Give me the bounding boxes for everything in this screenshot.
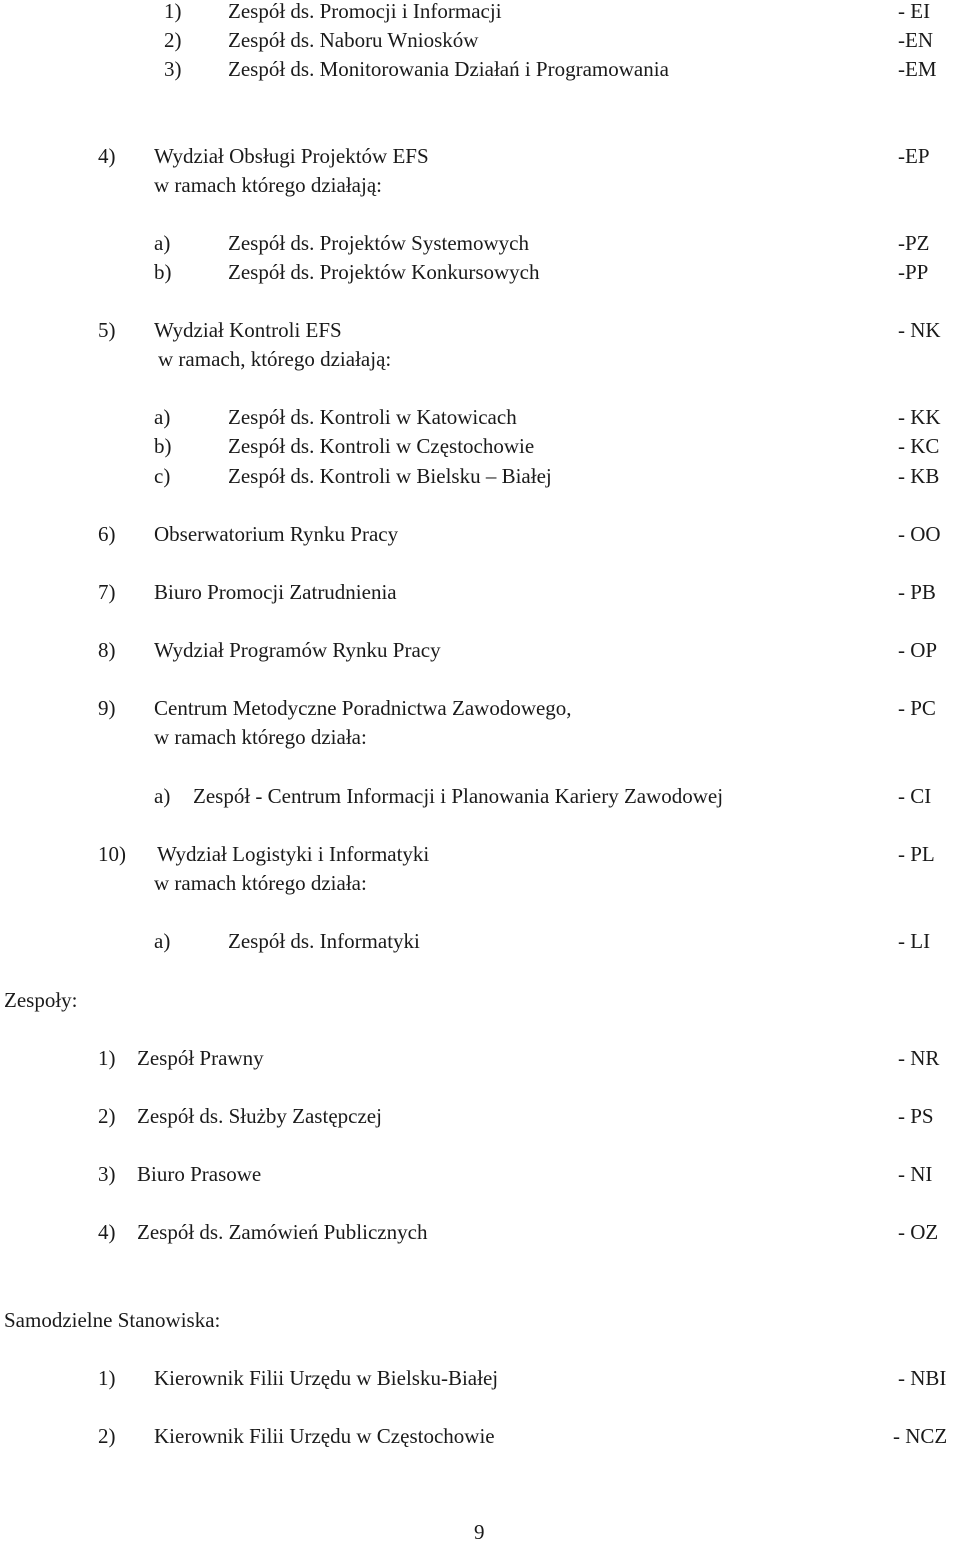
section-title: Biuro Promocji Zatrudnienia [154, 580, 397, 604]
unit-code: - NR [898, 1046, 940, 1070]
unit-code: - NI [898, 1162, 933, 1186]
list-item-label: Zespół ds. Naboru Wniosków [228, 28, 479, 52]
sub-item-letter: a) [154, 784, 171, 808]
zespoly-heading: Zespoły: [4, 988, 78, 1012]
list-item-label: Biuro Prasowe [137, 1162, 262, 1186]
list-number: 2) [164, 28, 182, 52]
unit-code: -PP [898, 260, 929, 284]
unit-code: -EN [898, 28, 933, 52]
sub-item-label: Zespół ds. Kontroli w Katowicach [228, 405, 517, 429]
unit-code: - PC [898, 696, 936, 720]
section-number: 8) [98, 638, 116, 662]
unit-code: - EI [898, 0, 931, 23]
unit-code: - OZ [898, 1220, 939, 1244]
sub-item-label: Zespół ds. Projektów Konkursowych [228, 260, 540, 284]
unit-code: -PZ [898, 231, 930, 255]
section-number: 7) [98, 580, 116, 604]
sub-item-letter: b) [154, 434, 172, 458]
unit-code: - NK [898, 318, 941, 342]
section-subtitle: w ramach którego działa: [154, 871, 367, 895]
unit-code: - NBI [898, 1366, 947, 1390]
list-item-label: Zespół Prawny [137, 1046, 264, 1070]
list-number: 2) [98, 1104, 116, 1128]
section-title: Wydział Programów Rynku Pracy [154, 638, 441, 662]
unit-code: - OO [898, 522, 941, 546]
unit-code: - CI [898, 784, 932, 808]
list-item-label: Zespół ds. Monitorowania Działań i Programowania [228, 57, 669, 81]
sub-item-label: Zespół ds. Kontroli w Bielsku – Białej [228, 464, 552, 488]
section-number: 9) [98, 696, 116, 720]
list-number: 1) [98, 1366, 116, 1390]
section-subtitle: w ramach którego działa: [154, 725, 367, 749]
unit-code: - PL [898, 842, 935, 866]
section-title: Obserwatorium Rynku Pracy [154, 522, 399, 546]
unit-code: -EM [898, 57, 937, 81]
list-item-label: Zespół ds. Promocji i Informacji [228, 0, 502, 23]
unit-code: - KK [898, 405, 941, 429]
unit-code: - OP [898, 638, 938, 662]
unit-code: - KB [898, 464, 940, 488]
section-number: 5) [98, 318, 116, 342]
sub-item-letter: c) [154, 464, 171, 488]
unit-code: - PS [898, 1104, 934, 1128]
unit-code: - PB [898, 580, 936, 604]
list-item-label: Zespół ds. Zamówień Publicznych [137, 1220, 428, 1244]
section-subtitle: w ramach którego działają: [154, 173, 382, 197]
list-number: 3) [164, 57, 182, 81]
stanowiska-heading: Samodzielne Stanowiska: [4, 1308, 221, 1332]
sub-item-label: Zespół ds. Kontroli w Częstochowie [228, 434, 535, 458]
sub-item-letter: a) [154, 405, 171, 429]
sub-item-letter: a) [154, 929, 171, 953]
sub-item-label: Zespół ds. Projektów Systemowych [228, 231, 529, 255]
sub-item-label: Zespół - Centrum Informacji i Planowania Kariery Zawodowej [193, 784, 724, 808]
sub-item-letter: b) [154, 260, 172, 284]
page-number: 9 [474, 1520, 485, 1544]
section-number: 10) [98, 842, 126, 866]
list-number: 1) [164, 0, 182, 23]
unit-code: - NCZ [893, 1424, 948, 1448]
section-subtitle: w ramach, którego działają: [158, 347, 392, 371]
section-number: 6) [98, 522, 116, 546]
section-title: Wydział Kontroli EFS [154, 318, 342, 342]
list-number: 2) [98, 1424, 116, 1448]
section-number: 4) [98, 144, 116, 168]
list-number: 3) [98, 1162, 116, 1186]
sub-item-label: Zespół ds. Informatyki [228, 929, 420, 953]
sub-item-letter: a) [154, 231, 171, 255]
unit-code: - LI [898, 929, 931, 953]
list-number: 4) [98, 1220, 116, 1244]
unit-code: -EP [898, 144, 930, 168]
section-title: Wydział Logistyki i Informatyki [157, 842, 430, 866]
section-title: Wydział Obsługi Projektów EFS [154, 144, 429, 168]
list-item-label: Zespół ds. Służby Zastępczej [137, 1104, 382, 1128]
list-item-label: Kierownik Filii Urzędu w Bielsku-Białej [154, 1366, 499, 1390]
section-title: Centrum Metodyczne Poradnictwa Zawodowego, [154, 696, 572, 720]
unit-code: - KC [898, 434, 940, 458]
list-number: 1) [98, 1046, 116, 1070]
list-item-label: Kierownik Filii Urzędu w Częstochowie [154, 1424, 495, 1448]
